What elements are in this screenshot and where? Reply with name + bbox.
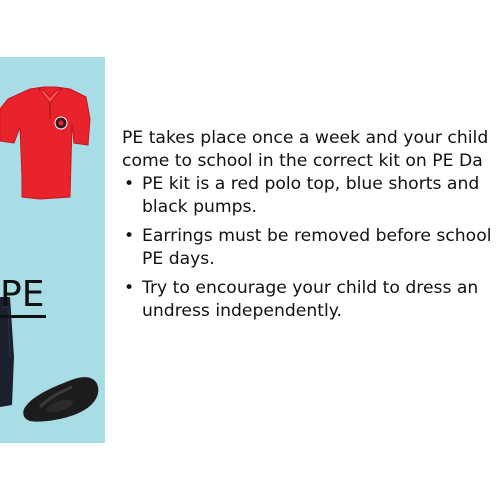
bullet-icon: • (124, 174, 135, 194)
page-title: PE (0, 275, 46, 318)
intro-paragraph (122, 127, 500, 173)
list-item-line: PE kit is a red polo top, blue shorts and (142, 174, 480, 194)
intro-line: come to school in the correct kit on PE Da (122, 151, 483, 171)
list-item-line: PE days. (142, 249, 215, 269)
pe-info-text (122, 127, 500, 323)
list-item-line: Earrings must be removed before school (142, 226, 492, 246)
list-item-line: undress independently. (142, 301, 342, 321)
kit-illustration (0, 57, 105, 443)
list-item-line: black pumps. (142, 197, 257, 217)
kit-image-panel (0, 57, 105, 443)
list-item (122, 225, 500, 271)
bullet-icon: • (124, 226, 135, 246)
black-pumps-image (23, 377, 98, 422)
list-item-line: Try to encourage your child to dress an (142, 278, 479, 298)
kit-rules-list (122, 173, 500, 323)
list-item (122, 173, 500, 219)
red-polo-shirt-image (0, 87, 90, 199)
intro-line: PE takes place once a week and your child (122, 128, 489, 148)
bullet-icon: • (124, 278, 135, 298)
list-item (122, 277, 500, 323)
